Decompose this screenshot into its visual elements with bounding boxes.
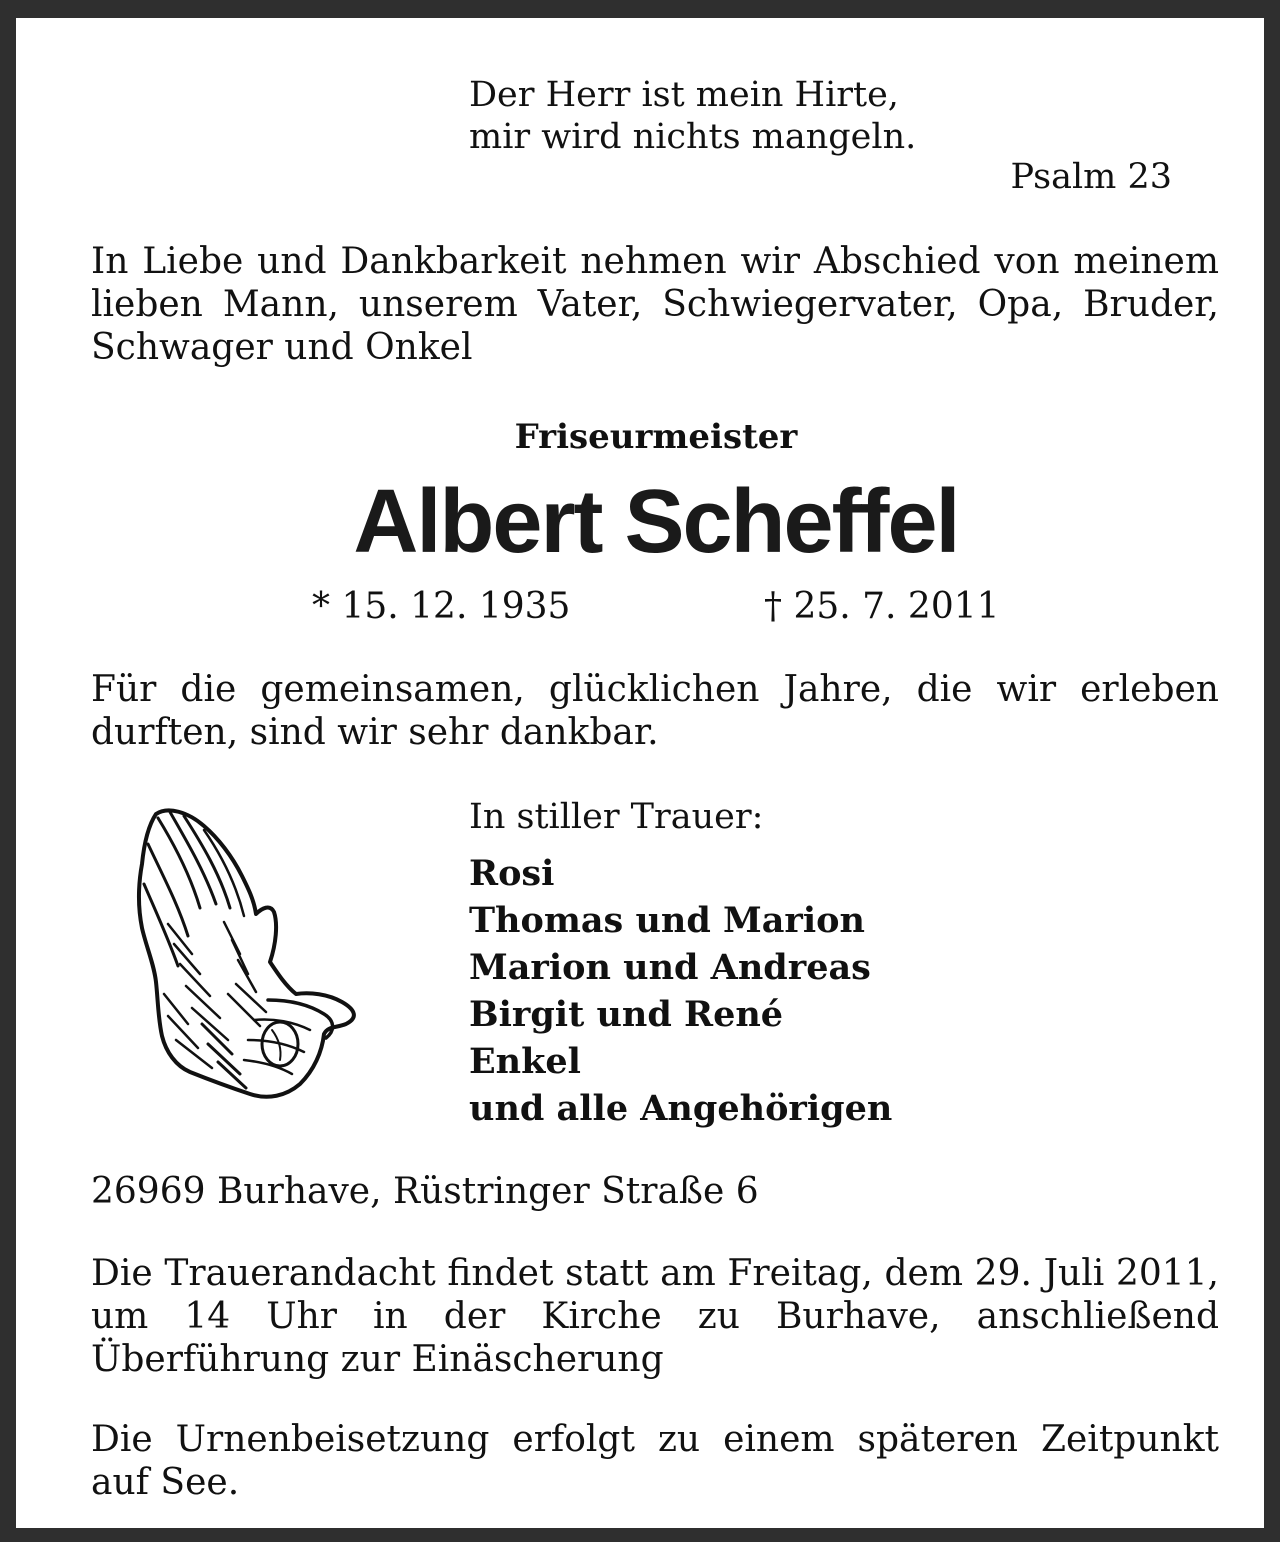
service-paragraph: Die Trauerandacht findet statt am Freitag, dem 29. Juli 2011, um 14 Uhr in der Kirche zu Burhave, anschließend Überführung zur Einäscherung xyxy=(91,1253,1219,1380)
death-date: † 25. 7. 2011 xyxy=(764,586,1000,627)
list-item: und alle Angehörigen xyxy=(469,1088,893,1129)
verse-line-2: mir wird nichts mangeln. xyxy=(469,117,917,157)
list-item: Enkel xyxy=(469,1041,581,1082)
deceased-profession: Friseurmeister xyxy=(514,417,798,457)
verse-reference: Psalm 23 xyxy=(1010,157,1172,197)
list-item: Birgit und René xyxy=(469,994,784,1035)
praying-hands-icon xyxy=(128,804,360,1104)
list-item: Thomas und Marion xyxy=(469,900,865,941)
thanks-paragraph: Für die gemeinsamen, glücklichen Jahre, die wir erleben durften, sind wir sehr dankbar. xyxy=(91,669,1219,753)
birth-date: * 15. 12. 1935 xyxy=(312,586,571,627)
psalm-verse xyxy=(469,74,916,158)
list-item: Rosi xyxy=(469,853,555,894)
mourners-list xyxy=(469,850,892,1132)
intro-paragraph: In Liebe und Dankbarkeit nehmen wir Abschied von meinem lieben Mann, unserem Vater, Schwiegervater, Opa, Bruder, Schwager und Onkel xyxy=(91,241,1219,368)
address: 26969 Burhave, Rüstringer Straße 6 xyxy=(91,1171,759,1212)
mourning-label: In stiller Trauer: xyxy=(469,797,764,837)
verse-line-1: Der Herr ist mein Hirte, xyxy=(469,75,899,115)
deceased-name: Albert Scheffel xyxy=(353,472,959,572)
urn-paragraph: Die Urnenbeisetzung erfolgt zu einem späteren Zeitpunkt auf See. xyxy=(91,1419,1219,1503)
list-item: Marion und Andreas xyxy=(469,947,871,988)
